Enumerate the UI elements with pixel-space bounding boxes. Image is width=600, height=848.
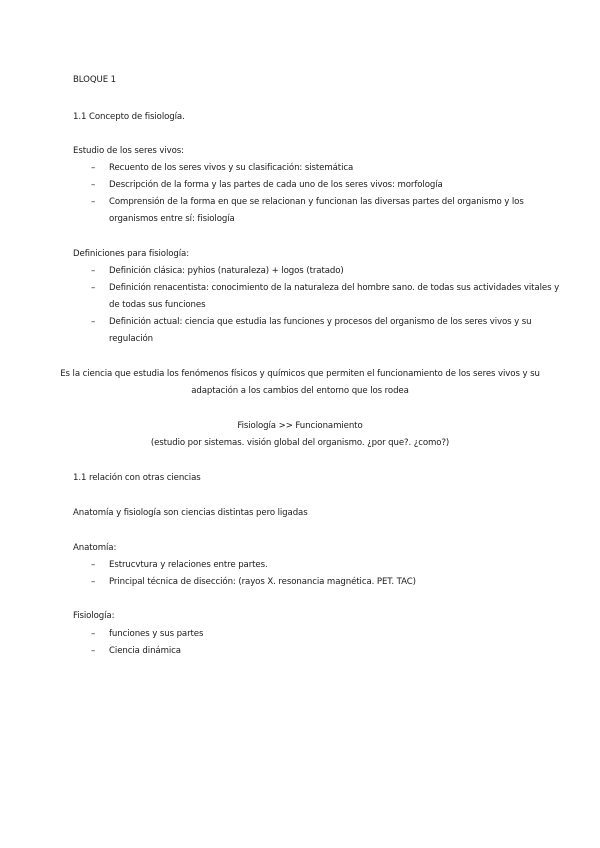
list-item: Principal técnica de disección: (rayos X. resonancia magnética. PET. TAC): [109, 577, 416, 587]
list-title: Fisiología:: [73, 611, 115, 621]
list-item: funciones y sus partes: [109, 629, 204, 639]
list-bullet: –: [91, 646, 96, 656]
section-title: 1.1 relación con otras ciencias: [73, 473, 201, 483]
list-title: Estudio de los seres vivos:: [73, 146, 184, 156]
list-bullet: –: [91, 577, 96, 587]
list-title: Definiciones para fisiología:: [73, 249, 190, 259]
list-bullet: –: [91, 283, 96, 293]
list-item: Definición actual: ciencia que estudia las funciones y procesos del organismo de los seres vivos y su: [109, 317, 532, 327]
list-item-continuation: de todas sus funciones: [109, 300, 206, 310]
summary-line: adaptación a los cambios del entorno que los rodea: [191, 386, 409, 396]
list-bullet: –: [91, 317, 96, 327]
list-bullet: –: [91, 180, 96, 190]
list-item: Comprensión de la forma en que se relacionan y funcionan las diversas partes del organismo y los: [109, 197, 524, 207]
fisiologia-center-title: Fisiología >> Funcionamiento: [237, 421, 363, 431]
list-bullet: –: [91, 163, 96, 173]
list-bullet: –: [91, 197, 96, 207]
section-title: 1.1 Concepto de fisiología.: [73, 112, 185, 122]
list-item: Estrucvtura y relaciones entre partes.: [109, 560, 268, 570]
list-item: Definición renacentista: conocimiento de la naturaleza del hombre sano. de todas sus actividades vitales y: [109, 283, 560, 293]
list-item-continuation: regulación: [109, 334, 154, 344]
list-item: Descripción de la forma y las partes de cada uno de los seres vivos: morfología: [109, 180, 443, 190]
list-item: Definición clásica: pyhios (naturaleza) + logos (tratado): [109, 266, 344, 276]
list-title: Anatomía:: [73, 543, 117, 553]
paragraph: Anatomía y fisiología son ciencias distintas pero ligadas: [73, 508, 308, 518]
fisiologia-center-subtitle: (estudio por sistemas. visión global del organismo. ¿por que?. ¿como?): [150, 438, 450, 448]
block-heading: BLOQUE 1: [73, 75, 117, 85]
list-bullet: –: [91, 629, 96, 639]
list-item-continuation: organismos entre sí: fisiología: [109, 214, 235, 224]
summary-line: Es la ciencia que estudia los fenómenos físicos y químicos que permiten el funcionamiento de los seres vivos y su: [60, 369, 540, 379]
list-bullet: –: [91, 266, 96, 276]
list-item: Recuento de los seres vivos y su clasificación: sistemática: [109, 163, 354, 173]
list-item: Ciencia dinámica: [109, 646, 181, 656]
list-bullet: –: [91, 560, 96, 570]
